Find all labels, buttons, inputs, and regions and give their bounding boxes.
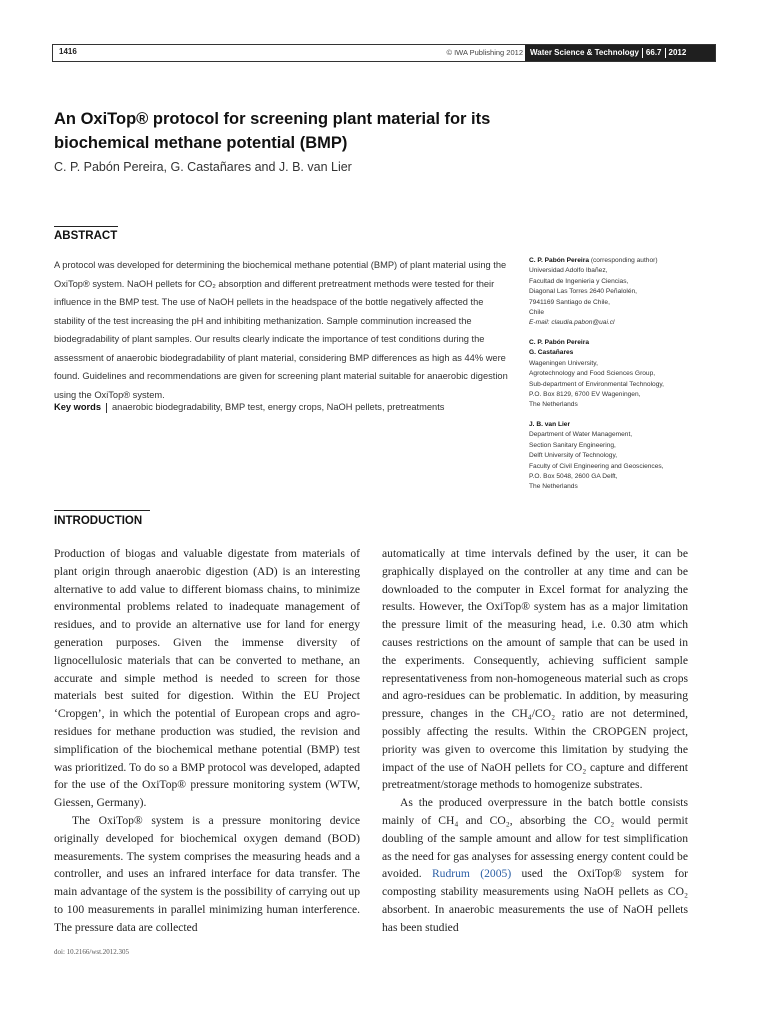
- affiliation-line: Agrotechnology and Food Sciences Group,: [529, 370, 656, 378]
- paragraph: The OxiTop® system is a pressure monitoring device originally developed for biochemical oxygen demand (BOD) measurements. The system comprises the measuring heads and a controller, and uses an infrared interface for data transfer. The main advantage of the system is the possibility of carrying out up to 100 measurements in parallel minimizing human interference. The pressure data are collected: [54, 813, 360, 934]
- affiliation-line: Chile: [529, 309, 545, 317]
- affiliation-author: J. B. van Lier: [529, 421, 571, 428]
- keywords-line: [54, 402, 524, 413]
- affiliation-line: Diagonal Las Torres 2640 Peñalolén,: [529, 288, 638, 296]
- affiliation-author: C. P. Pabón Pereira: [529, 257, 589, 264]
- paragraph: Production of biogas and valuable digestate from materials of plant origin through anaerobic digestion (AD) is an interesting alternative to add value to different biomass chains, to minimize environmental problems related to inadequate management of residues, and to provide an alternative use for land for energy generation purposes. Given the immense diversity of lignocellulosic materials that can be converted to methane, an accurate and simple method is needed to screen for those materials best suited for digestion. Within the EU Project ‘Cropgen’, in which the potential of European crops and agro-residues for methane production was studied, the revision and simplification of the biochemical methane potential (BMP) test was prioritized. To do so a BMP protocol was developed, adapted for the use of the OxiTop® pressure monitoring system (WTW, Giessen, Germany).: [54, 547, 360, 810]
- abstract-rule: [54, 226, 118, 227]
- affiliation-line: Department of Water Management,: [529, 431, 633, 439]
- affiliation-line: The Netherlands: [529, 401, 578, 409]
- paragraph-text: used the OxiTop® system for composting stability measurements using NaOH pellets as CO₂ absorbent. In anaerobic measurements the use of NaOH pellets has been studied: [382, 867, 689, 934]
- author-list: C. P. Pabón Pereira, G. Castañares and J. B. van Lier: [54, 160, 352, 174]
- citation-link[interactable]: Rudrum (2005): [431, 867, 512, 881]
- affiliation-line: Facultad de Ingenieria y Ciencias,: [529, 277, 629, 285]
- journal-name: Water Science & Technology: [530, 48, 639, 57]
- affiliation-note: (corresponding author): [588, 257, 658, 264]
- journal-year: 2012: [668, 48, 687, 57]
- affiliation-line: Universidad Adolfo Ibañez,: [529, 267, 608, 275]
- affiliation-block: [529, 338, 729, 411]
- introduction-heading: INTRODUCTION: [54, 515, 143, 527]
- journal-volume: 66.7: [645, 48, 662, 57]
- affiliation-line: Faculty of Civil Engineering and Geosciences,: [529, 462, 664, 470]
- running-header: [52, 44, 716, 62]
- publisher-notice: © IWA Publishing 2012: [446, 48, 523, 57]
- body-column-left: [54, 545, 360, 937]
- affiliation-block: [529, 256, 729, 329]
- affiliation-line: P.O. Box 5048, 2600 GA Delft,: [529, 473, 618, 481]
- journal-banner: [525, 45, 715, 61]
- affiliation-line: 7941169 Santiago de Chile,: [529, 298, 610, 306]
- title-line-2: biochemical methane potential (BMP): [54, 134, 348, 152]
- article-title: [54, 107, 614, 155]
- doi-footer: doi: 10.2166/wst.2012.305: [54, 948, 130, 956]
- affiliation-author: G. Castañares: [529, 349, 574, 357]
- paragraph: [382, 794, 688, 936]
- affiliation-line: Sub-department of Environmental Technology,: [529, 380, 665, 388]
- abstract-text: A protocol was developed for determining the biochemical methane potential (BMP) of plant material using the OxiTop® system. NaOH pellets for CO₂ absorption and different pretreatment methods were tested for their influence in the BMP test. The use of NaOH pellets in the headspace of the bottle negatively affected the stability of the test increasing the pH and inhibiting methanization. Sample comminution increased the biodegradability of plant samples. Our results clearly indicate the importance of test conditions during the assessment of anaerobic biodegradability of plant material, considering BMP differences as high as 44% were found. Guidelines and recommendations are given for screening plant material suitable for anaerobic digestion using the OxiTop® system.: [54, 260, 508, 400]
- paragraph-text: As the produced overpressure in the batch bottle consists mainly of CH₄ and CO₂, absorbing the CO₂ would permit doubling of the sample amount and allow for test simplification as the need for gas analyses for assessing energy content could be avoided.: [382, 796, 688, 881]
- affiliation-line: Delft University of Technology,: [529, 452, 618, 460]
- affiliation-line: P.O. Box 8129, 6700 EV Wageningen,: [529, 391, 641, 399]
- author-email[interactable]: E-mail: claudia.pabon@uai.cl: [529, 319, 615, 327]
- introduction-rule: [54, 510, 150, 511]
- affiliation-line: The Netherlands: [529, 483, 578, 491]
- keywords-label: Key words: [54, 402, 102, 412]
- paragraph: automatically at time intervals defined by the user, it can be graphically displayed on the controller at any time and can be downloaded to the computer in Excel format for analyzing the results. However, the OxiTop® system has as a major limitation the pressure limit of the measuring head, i.e. 0.30 atm which causes restrictions on the amount of sample that can be used in the experiments. Consequently, achieving sufficient sample representativeness from non-homogeneous material such as crops and agro-residues can be problematic. In addition, by measuring pressure, changes in the CH₄/CO₂ ratio are not determined, possibly affecting the results. Within the CROPGEN project, priority was given to overcome this limitation by studying the impact of the use of NaOH pellets for CO₂ capture and different pretreatment/storage methods to homogenize substrates.: [382, 547, 688, 792]
- affiliation-line: Section Sanitary Engineering,: [529, 441, 616, 449]
- abstract-heading: ABSTRACT: [54, 230, 118, 242]
- page-number: 1416: [59, 47, 77, 56]
- affiliation-author: C. P. Pabón Pereira: [529, 339, 589, 346]
- body-column-right: [382, 545, 688, 937]
- affiliation-line: Wageningen University,: [529, 359, 598, 367]
- title-line-1: An OxiTop® protocol for screening plant material for its: [54, 110, 491, 128]
- affiliation-block: [529, 420, 729, 493]
- keywords-text: anaerobic biodegradability, BMP test, energy crops, NaOH pellets, pretreatments: [112, 402, 445, 412]
